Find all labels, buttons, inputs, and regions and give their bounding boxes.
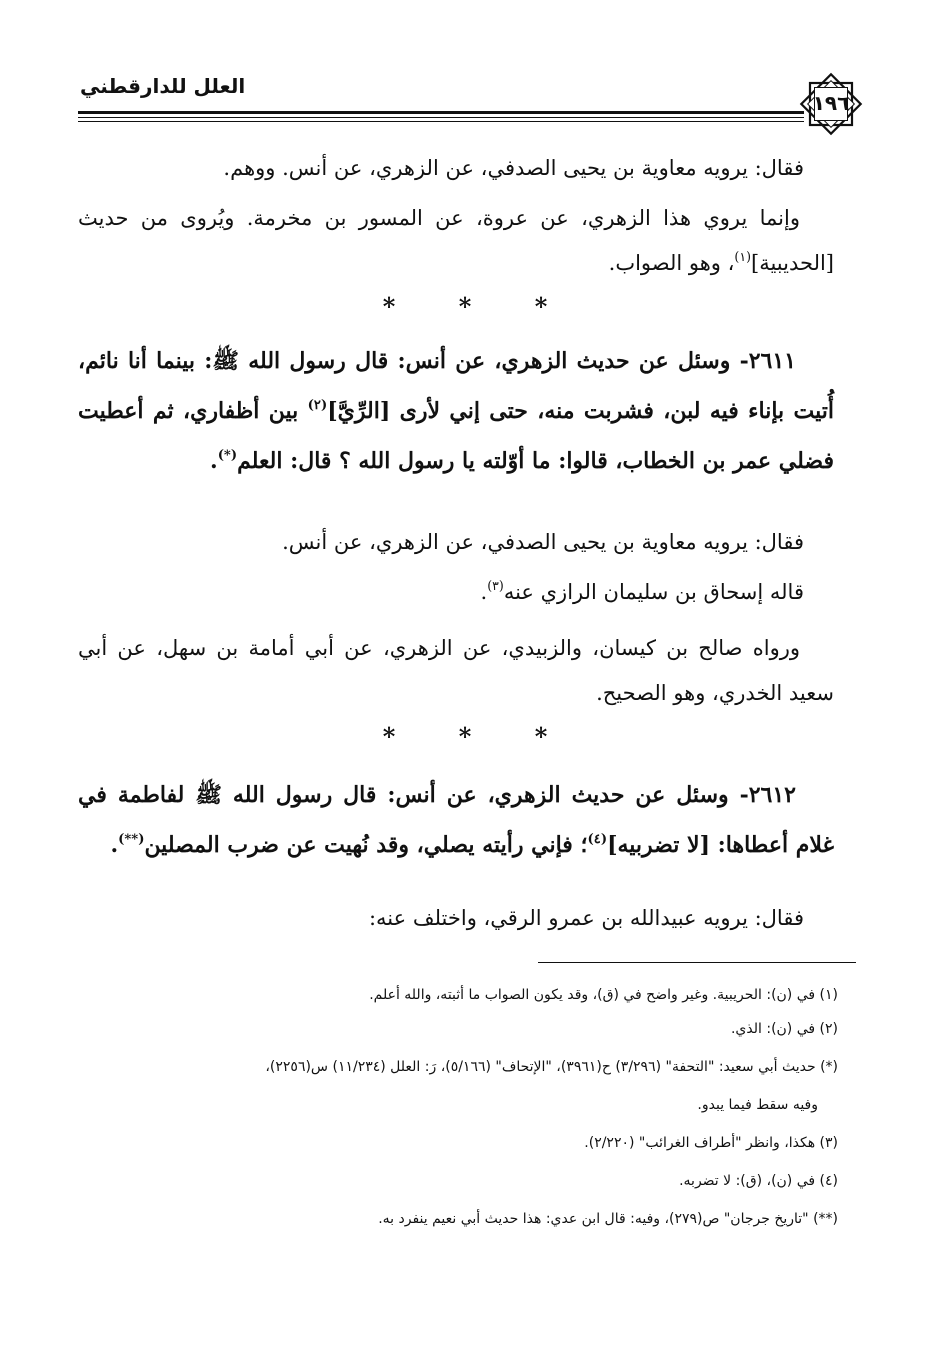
star: * — [458, 292, 472, 321]
paragraph-text: ، وهو الصواب. — [608, 251, 735, 275]
page-number: ١٩٦ — [812, 91, 850, 115]
page-number-badge — [796, 69, 866, 139]
hadith-heading — [78, 336, 834, 486]
footnote-ref: (**) — [118, 831, 145, 847]
book-title: العلل للدارقطني — [80, 74, 246, 98]
footnote-separator — [538, 962, 856, 963]
footnote: (٣) هكذا، وانظر "أطراف الغرائب" (٢/٢٢٠). — [584, 1135, 838, 1151]
paragraph — [104, 146, 804, 191]
punctuation: . — [480, 580, 488, 604]
paragraph-text: ورواه صالح بن كيسان، والزبيدي، عن الزهري، عن أبي أمامة بن سهل، عن أبي سعيد الخدري، وهو الصحيح. — [78, 636, 834, 705]
footnote-ref: (١) — [734, 249, 752, 265]
section-separator — [0, 292, 930, 321]
footnote: (٤) في (ن)، (ق): لا تضربه. — [679, 1173, 838, 1189]
header-rule-thin — [78, 117, 804, 118]
footnote: (*) حديث أبي سعيد: "التحفة" (٣/٢٩٦) ح(٣٩٦١)، "الإتحاف" (٥/١٦٦)، رَ: العلل (١١/٢٣٤) س(٢٢٥٦)، — [265, 1059, 838, 1075]
star: * — [458, 722, 472, 751]
footnote: (**) "تاريخ جرجان" ص(٢٧٩)، وفيه: قال ابن عدي: هذا حديث أبي نعيم ينفرد به. — [378, 1211, 838, 1227]
paragraph — [104, 520, 804, 565]
star: * — [382, 292, 396, 321]
footnote-ref: (٢) — [307, 397, 328, 413]
footnote-ref: (*) — [217, 447, 238, 463]
paragraph-text: فقال: يرويه عبيدالله بن عمرو الرقي، واختلف عنه: — [368, 906, 804, 930]
hadith-text: ٢٦١١- وسئل عن حديث الزهري، عن أنس: قال رسول الله ﷺ: بينما أنا نائم، أُتيت بإناء فيه لبن، فشربت منه، حتى إني لأرى [الرِّيَّ] — [78, 348, 834, 424]
hadith-text: بين أظفاري، ثم أعطيت فضلي عمر بن الخطاب، قالوا: ما أوّلته يا رسول الله ؟ قال: العلم — [78, 398, 834, 474]
hadith-text: ٢٦١٢- وسئل عن حديث الزهري، عن أنس: قال رسول الله ﷺ لفاطمة في غلام أعطاها: [لا تضربيه] — [78, 782, 834, 858]
section-separator — [0, 722, 930, 751]
paragraph-text: قاله إسحاق بن سليمان الرازي عنه — [503, 580, 804, 604]
punctuation: . — [210, 448, 218, 474]
footnote: وفيه سقط فيما يبدو. — [697, 1097, 818, 1113]
star: * — [534, 722, 548, 751]
punctuation: . — [110, 832, 119, 858]
paragraph — [104, 570, 804, 615]
paragraph-text: فقال: يرويه معاوية بن يحيى الصدفي، عن الزهري، عن أنس. ووهم. — [223, 156, 804, 180]
hadith-text: ؛ فإني رأيته يصلي، وقد نُهيت عن ضرب المصلين — [144, 832, 588, 858]
paragraph-text: فقال: يرويه معاوية بن يحيى الصدفي، عن الزهري، عن أنس. — [282, 530, 804, 554]
paragraph-text: وإنما يروي هذا الزهري، عن عروة، عن المسور بن مخرمة. ويُروى من حديث [الحديبية] — [78, 206, 834, 275]
footnote-ref: (٤) — [587, 831, 608, 847]
paragraph — [104, 896, 804, 941]
star: * — [382, 722, 396, 751]
paragraph — [78, 196, 834, 286]
footnote: (١) في (ن): الحريبية. وغير واضح في (ق)، وقد يكون الصواب ما أثبته، والله أعلم. — [369, 987, 838, 1003]
header-rule-thin-2 — [78, 121, 804, 122]
footnote: (٢) في (ن): الذي. — [730, 1021, 838, 1037]
header-rule — [78, 111, 804, 114]
footnote-ref: (٣) — [487, 578, 504, 594]
paragraph — [78, 626, 834, 716]
star: * — [534, 292, 548, 321]
hadith-heading — [78, 770, 834, 870]
